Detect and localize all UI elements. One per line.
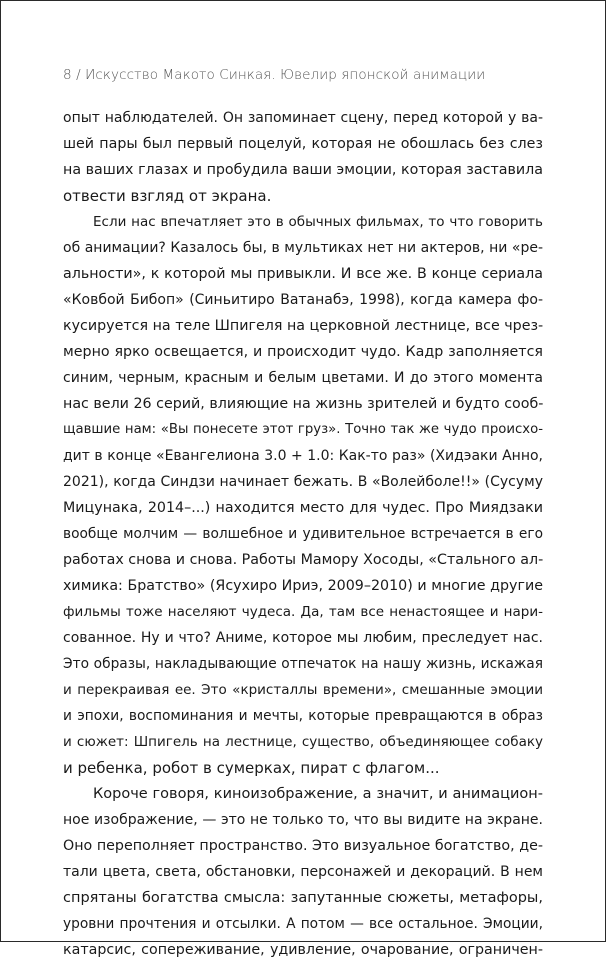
text-line: и перекраивая ее. Это «кристаллы времени», смешанные эмоции <box>63 682 543 698</box>
text-line: сованное. Ну и что? Аниме, которое мы любим, преследует нас. <box>63 630 543 646</box>
text-line: и ребенка, робот в сумерках, пират с флагом... <box>63 759 440 777</box>
text-line: отвести взгляд от экрана. <box>63 187 272 205</box>
text-line: альности», к которой мы привыкли. И все же. В конце сериала <box>63 266 543 282</box>
text-line: «Ковбой Бибоп» (Синьитиро Ватанабэ, 1998), когда камера фо- <box>63 292 543 308</box>
text-line: синим, черным, красным и белым цветами. И до этого момента <box>63 370 543 386</box>
text-line: опыт наблюдателей. Он запоминает сцену, перед которой у ва- <box>63 110 543 126</box>
text-line: шей пары был первый поцелуй, которая не обошлась без слез <box>63 136 543 152</box>
text-line: Оно переполняет пространство. Это визуальное богатство, де- <box>63 838 543 854</box>
text-line: на ваших глазах и пробудила ваши эмоции, которая заставила <box>63 162 543 178</box>
text-line: химика: Братство» (Ясухиро Ириэ, 2009–2010) и многие другие <box>63 578 543 594</box>
text-line: нас вели 26 серий, влияющие на жизнь зрителей и будто сооб- <box>63 396 544 412</box>
running-head: 8 / Искусство Макото Синкая. Ювелир японской анимации <box>63 67 486 83</box>
text-line: Мицунака, 2014–...) находится место для чудес. Про Миядзаки <box>63 500 543 516</box>
text-line: спрятаны богатства смысла: запутанные сюжеты, метафоры, <box>63 890 543 906</box>
text-line: дит в конце «Евангелиона 3.0 + 1.0: Как-то раз» (Хидэаки Анно, <box>63 448 543 464</box>
text-line: Короче говоря, киноизображение, а значит, и анимацион- <box>93 786 543 802</box>
text-line: работах снова и снова. Работы Мамору Хосоды, «Стального ал- <box>63 552 544 568</box>
text-line: и сюжет: Шпигель на лестнице, существо, объединяющее собаку <box>63 734 543 750</box>
text-line: мерно ярко освещается, и происходит чудо. Кадр заполняется <box>63 344 543 360</box>
text-line: ное изображение, — это не только то, что вы видите на экране. <box>63 812 543 828</box>
body-text <box>63 105 543 963</box>
text-line: фильмы тоже населяют чудеса. Да, там все ненастоящее и нари- <box>63 604 543 620</box>
text-line: Это образы, накладывающие отпечаток на нашу жизнь, искажая <box>63 656 543 672</box>
text-line: уровни прочтения и отсылки. А потом — все остальное. Эмоции, <box>63 916 543 932</box>
text-line: катарсис, сопереживание, удивление, очарование, ограничен- <box>63 942 543 958</box>
text-line: тали цвета, света, обстановки, персонажей и декораций. В нем <box>63 864 543 880</box>
text-line: об анимации? Казалось бы, в мультиках нет ни актеров, ни «ре- <box>63 240 543 256</box>
text-line: 2021), когда Синдзи начинает бежать. В «Волейболе!!» (Сусуму <box>63 474 543 490</box>
text-line: и эпохи, воспоминания и мечты, которые превращаются в образ <box>63 708 543 724</box>
text-line: кусируется на теле Шпигеля на церковной лестнице, все чрез- <box>63 318 544 334</box>
text-line: вообще молчим — волшебное и удивительное встречается в его <box>63 526 543 542</box>
text-line: Если нас впечатляет это в обычных фильмах, то что говорить <box>93 214 543 230</box>
text-line: щавшие нам: «Вы понесете этот груз». Точно так же чудо происхо- <box>63 422 543 437</box>
